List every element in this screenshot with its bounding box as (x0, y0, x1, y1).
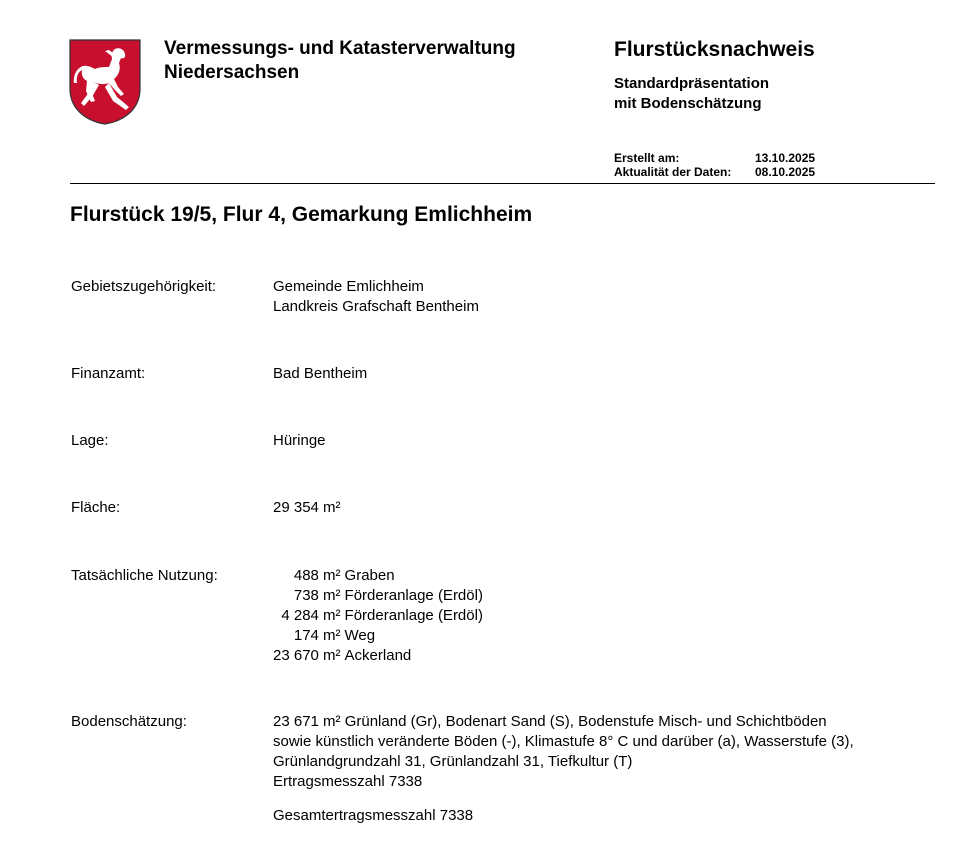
document-subtitle-line2: mit Bodenschätzung (614, 95, 762, 112)
lage-label: Lage: (71, 432, 109, 449)
nutzung-table (273, 566, 483, 666)
gebiet-label: Gebietszugehörigkeit: (71, 278, 217, 295)
boden-value (273, 712, 854, 792)
nutzung-type: Graben (344, 567, 395, 584)
nutzung-area: 488 m² (293, 567, 341, 584)
document-meta (614, 151, 815, 179)
finanzamt-label: Finanzamt: (71, 365, 146, 382)
lage-value: Hüringe (273, 432, 326, 449)
created-label: Erstellt am: (614, 151, 680, 165)
nutzung-type: Förderanlage (Erdöl) (344, 587, 483, 604)
actuality-row (614, 165, 815, 179)
document-subtitle (614, 74, 769, 114)
document-subtitle-line1: Standardpräsentation (614, 75, 770, 92)
nutzung-area: 23 670 m² (273, 647, 341, 664)
boden-line: Grünlandgrundzahl 31, Grünlandzahl 31, Tiefkultur (T) (273, 753, 633, 770)
created-value: 13.10.2025 (755, 151, 816, 165)
agency-name-line2: Niedersachsen (164, 62, 300, 83)
nutzung-row (273, 646, 483, 666)
nutzung-type: Weg (344, 627, 376, 644)
gebiet-value (273, 277, 479, 317)
flaeche-value: 29 354 m² (273, 499, 341, 516)
nutzung-area: 738 m² (293, 587, 341, 604)
gebiet-landkreis: Landkreis Grafschaft Bentheim (273, 298, 479, 315)
boden-line: sowie künstlich veränderte Böden (-), Klimastufe 8° C und darüber (a), Wasserstufe (3), (273, 733, 854, 750)
actuality-label: Aktualität der Daten: (614, 165, 732, 179)
parcel-heading: Flurstück 19/5, Flur 4, Gemarkung Emlichheim (70, 203, 533, 226)
nutzung-row (273, 626, 483, 646)
nutzung-row (273, 606, 483, 626)
flaeche-label: Fläche: (71, 499, 121, 516)
agency-name-line1: Vermessungs- und Katasterverwaltung (164, 38, 516, 59)
nutzung-type: Förderanlage (Erdöl) (344, 607, 483, 624)
ertragsmesszahl: Ertragsmesszahl 7338 (273, 773, 423, 790)
gesamtertragsmesszahl: Gesamtertragsmesszahl 7338 (273, 807, 474, 824)
created-row (614, 151, 815, 165)
header-divider (70, 183, 935, 184)
boden-line: 23 671 m² Grünland (Gr), Bodenart Sand (S), Bodenstufe Misch- und Schichtböden (273, 713, 827, 730)
nutzung-row (273, 586, 483, 606)
document-title: Flurstücksnachweis (614, 38, 815, 61)
nutzung-area: 4 284 m² (281, 607, 341, 624)
actuality-value: 08.10.2025 (755, 165, 816, 179)
boden-label: Bodenschätzung: (71, 713, 187, 730)
gebiet-gemeinde: Gemeinde Emlichheim (273, 278, 424, 295)
agency-name (164, 37, 516, 85)
finanzamt-value: Bad Bentheim (273, 365, 368, 382)
nutzung-label: Tatsächliche Nutzung: (71, 567, 218, 584)
lower-saxony-coat-of-arms-icon (69, 39, 141, 125)
nutzung-type: Ackerland (344, 647, 412, 664)
nutzung-area: 174 m² (293, 627, 341, 644)
nutzung-row (273, 566, 483, 586)
